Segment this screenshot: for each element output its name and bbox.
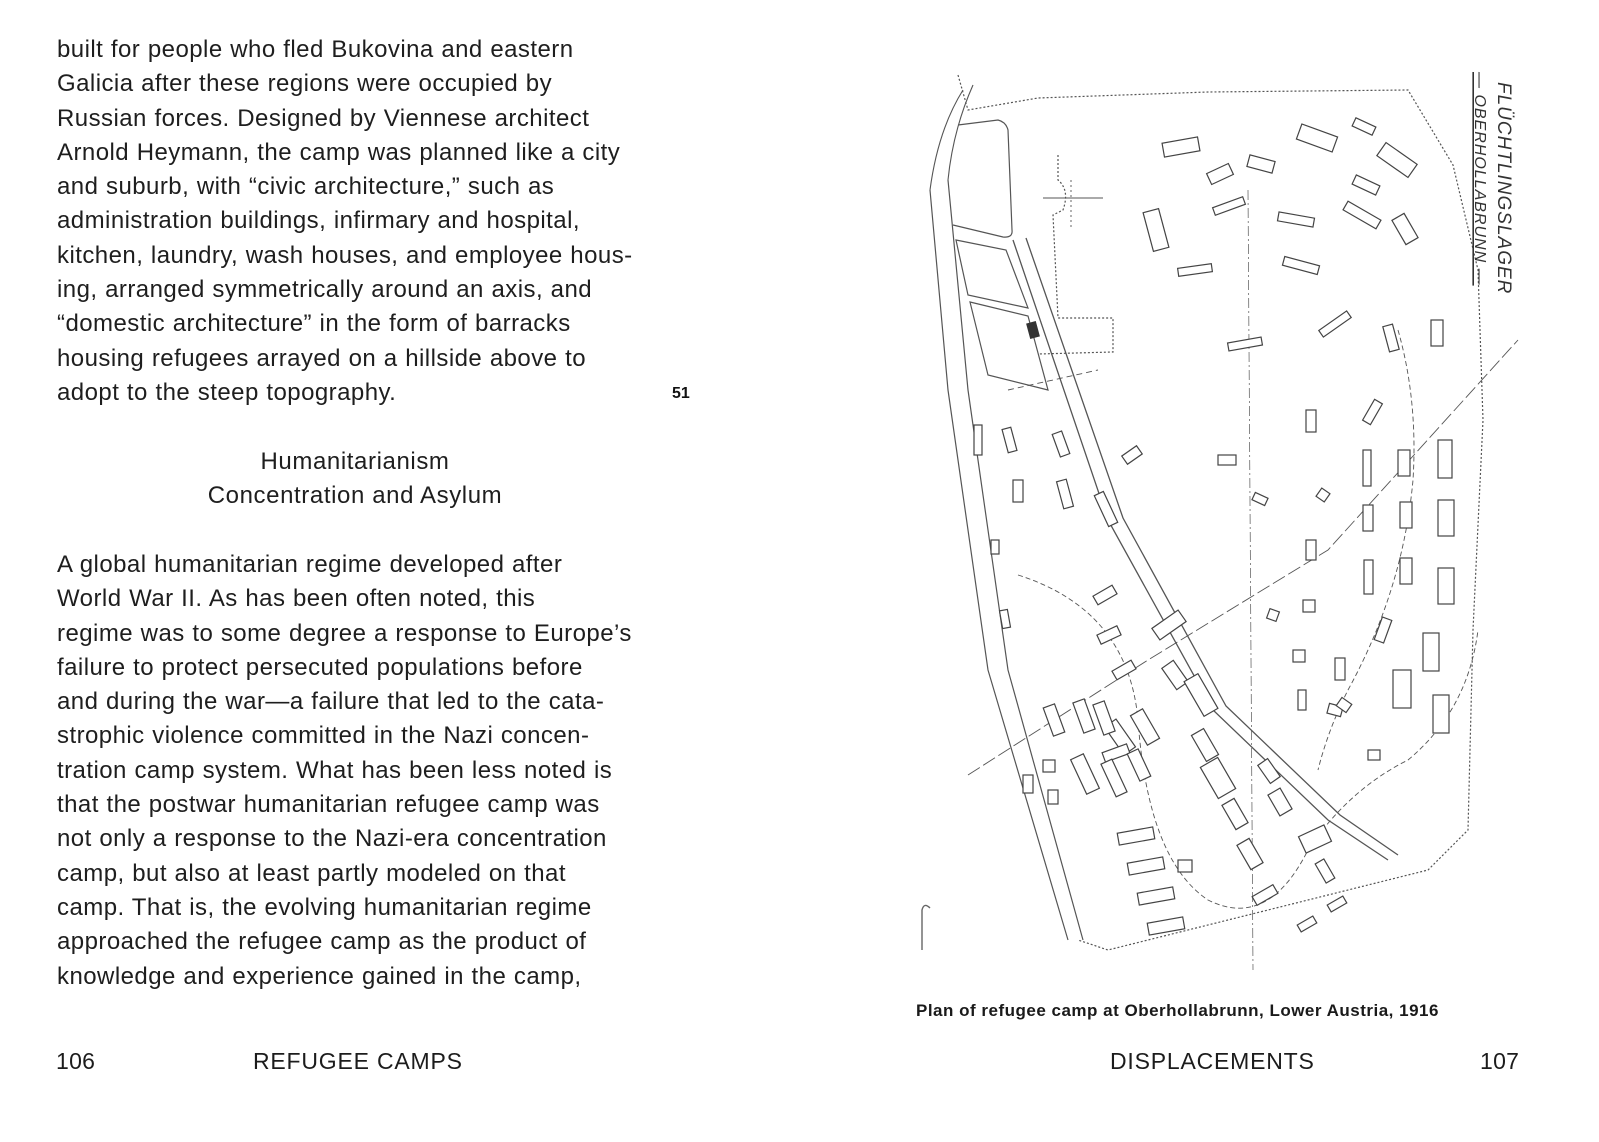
field-block-1 — [953, 120, 1012, 237]
building-footprint — [1137, 887, 1175, 905]
building-footprint — [1218, 455, 1236, 465]
building-footprint — [1122, 446, 1142, 465]
building-footprint — [1316, 488, 1330, 502]
building-footprint — [1306, 540, 1316, 560]
building-footprint — [1335, 658, 1345, 680]
map-title — [1471, 71, 1514, 294]
paragraph-line: failure to protect persecuted populations before — [57, 653, 583, 681]
building-footprint — [1247, 155, 1275, 173]
building-footprint — [1023, 775, 1033, 793]
building-footprint — [1319, 311, 1351, 337]
building-footprint — [1057, 479, 1074, 509]
paragraph-line: tration camp system. What has been less noted is — [57, 756, 613, 784]
paragraph-line: approached the refugee camp as the product of — [57, 928, 587, 956]
building-footprint — [1043, 760, 1055, 772]
building-footprint — [1178, 860, 1192, 872]
building-footprint — [1093, 585, 1117, 605]
paragraph-line: camp, but also at least partly modeled on that — [57, 859, 566, 887]
building-footprint — [1228, 337, 1263, 351]
building-footprint — [1438, 440, 1452, 478]
building-footprint — [1213, 197, 1246, 215]
right-page — [760, 0, 1599, 1142]
building-footprint — [1431, 320, 1443, 346]
north-arrow-icon — [922, 905, 930, 950]
building-footprint — [1130, 709, 1159, 745]
building-footprint — [1377, 143, 1417, 178]
survey-line — [1008, 370, 1098, 390]
body-paragraph-2 — [57, 548, 677, 994]
building-footprint — [1438, 568, 1454, 604]
paragraph-line: “domestic architecture” in the form of barracks — [57, 310, 571, 338]
heading-line: Concentration and Asylum — [207, 482, 503, 510]
building-footprint — [1101, 759, 1127, 797]
building-footprint — [1268, 788, 1292, 816]
running-head-right: DISPLACEMENTS — [1110, 1048, 1315, 1074]
paragraph-line: kitchen, laundry, wash houses, and employee hous- — [57, 241, 633, 269]
building-footprint — [1277, 212, 1314, 227]
building-footprint — [1398, 450, 1410, 476]
building-footprint — [1258, 759, 1280, 784]
building-footprint — [1306, 410, 1316, 432]
building-footprint — [1184, 674, 1218, 717]
building-footprint — [1299, 825, 1332, 853]
building-footprint — [1368, 750, 1380, 760]
building-footprint — [1152, 610, 1186, 640]
building-footprint — [1048, 790, 1058, 804]
building-footprint — [1393, 670, 1411, 708]
building-footprint — [1383, 324, 1399, 352]
building-footprint — [1102, 744, 1130, 762]
building-footprint — [1200, 757, 1235, 798]
building-footprint — [1093, 701, 1115, 735]
building-footprint — [1162, 660, 1188, 689]
paragraph-line: and during the war—a failure that led to the cata- — [57, 688, 605, 716]
building-footprint — [1363, 399, 1383, 424]
page-number-left: 106 — [56, 1048, 96, 1074]
building-footprint — [1298, 690, 1306, 710]
station-building — [1026, 321, 1040, 339]
building-footprint — [1438, 500, 1454, 536]
building-footprint — [1267, 609, 1280, 622]
camp-plan-figure — [908, 70, 1528, 970]
building-footprint — [1252, 885, 1278, 906]
paragraph-line: World War II. As has been often noted, this — [57, 585, 536, 613]
building-footprint — [1094, 491, 1117, 526]
building-footprint — [1392, 213, 1418, 244]
left-page — [0, 0, 760, 1142]
building-footprint — [1178, 264, 1213, 277]
paragraph-line: built for people who fled Bukovina and eastern — [57, 36, 574, 63]
paragraph-line: camp. That is, the evolving humanitarian regime — [57, 893, 592, 921]
building-footprint — [1191, 729, 1218, 762]
building-footprint — [1400, 502, 1412, 528]
section-heading — [57, 445, 653, 514]
building-footprint — [1112, 660, 1136, 680]
building-footprint — [1315, 859, 1335, 883]
building-footprint — [1296, 124, 1337, 152]
building-footprint — [1097, 626, 1121, 644]
building-footprint — [1282, 256, 1319, 274]
building-footprint — [1207, 163, 1234, 184]
building-footprint — [1127, 857, 1165, 875]
figure-caption: Plan of refugee camp at Oberhollabrunn, Lower Austria, 1916 — [916, 1001, 1439, 1020]
building-footprint — [1222, 798, 1248, 829]
building-footprint — [1363, 450, 1371, 486]
building-footprint — [1002, 427, 1017, 453]
page-number-right: 107 — [1480, 1048, 1520, 1074]
paragraph-line: regime was to some degree a response to Europe’s — [57, 619, 632, 647]
building-footprint — [974, 425, 982, 455]
paragraph-line: and suburb, with “civic architecture,” such as — [57, 173, 555, 201]
building-footprint — [1363, 505, 1373, 531]
field-block-3 — [970, 302, 1048, 390]
building-footprint — [1143, 209, 1169, 252]
building-footprint — [1117, 827, 1155, 845]
paragraph-line: knowledge and experience gained in the camp, — [57, 962, 582, 990]
west-road-long — [930, 180, 1083, 940]
building-footprint — [991, 540, 999, 554]
west-road — [930, 85, 973, 190]
svg-text:— OBERHOLLABRUNN —: — OBERHOLLABRUNN — — [1471, 72, 1488, 286]
building-footprint — [1147, 917, 1185, 935]
building-footprint — [1343, 201, 1381, 229]
building-footprint — [1293, 650, 1305, 662]
building-footprint — [1327, 896, 1347, 912]
building-footprint — [1252, 492, 1268, 505]
building-footprint — [1043, 704, 1065, 736]
camp-plan-map — [908, 70, 1528, 970]
paragraph-line: not only a response to the Nazi-era concentration — [57, 825, 607, 853]
field-block-2 — [956, 240, 1028, 308]
running-head-left: REFUGEE CAMPS — [253, 1048, 463, 1074]
building-footprint — [1071, 754, 1100, 794]
building-footprint — [1423, 633, 1439, 671]
paragraph-line: administration buildings, infirmary and hospital, — [57, 207, 580, 235]
north-enclosure — [1038, 155, 1113, 354]
building-footprint — [1303, 600, 1315, 612]
building-footprint — [1400, 558, 1412, 584]
building-footprint — [1364, 560, 1373, 594]
paragraph-line: housing refugees arrayed on a hillside above to — [57, 344, 586, 372]
svg-text:FLÜCHTLINGSLAGER: FLÜCHTLINGSLAGER — [1493, 82, 1514, 295]
paragraph-line: adopt to the steep topography. — [57, 378, 397, 406]
building-footprint — [1352, 175, 1380, 195]
paragraph-line: Russian forces. Designed by Viennese architect — [57, 104, 590, 132]
margin-note-number: 51 — [672, 385, 690, 402]
building-footprint — [1297, 916, 1317, 932]
paragraph-line: A global humanitarian regime developed after — [57, 551, 563, 578]
paragraph-line: strophic violence committed in the Nazi concen- — [57, 722, 590, 750]
heading-line: Humanitarianism — [260, 448, 450, 475]
building-footprint — [1073, 699, 1095, 733]
paragraph-line: Arnold Heymann, the camp was planned like a city — [57, 138, 621, 166]
building-footprint — [1237, 838, 1263, 869]
paragraph-line: ing, arranged symmetrically around an axis, and — [57, 276, 593, 304]
paragraph-line: that the postwar humanitarian refugee camp was — [57, 791, 600, 819]
building-footprint — [1127, 749, 1151, 781]
paragraph-line: Galicia after these regions were occupied by — [57, 70, 553, 98]
building-footprint — [1352, 118, 1376, 135]
body-paragraph-1 — [57, 33, 677, 410]
building-footprint — [1013, 480, 1023, 502]
building-footprint — [1052, 431, 1070, 457]
building-footprint — [1162, 137, 1200, 157]
building-footprint — [1433, 695, 1449, 733]
